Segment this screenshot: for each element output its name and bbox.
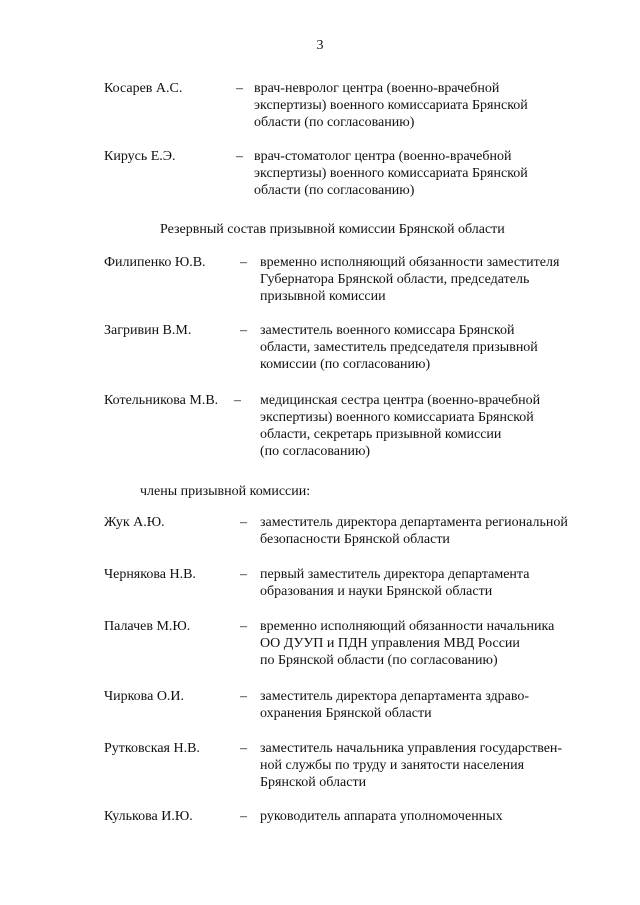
members-title: члены призывной комиссии: xyxy=(140,484,311,499)
member-role: временно исполняющий обязанности заместителя Губернатора Брянской области, председатель призывной комиссии xyxy=(260,255,560,304)
member-name: Чиркова О.И. xyxy=(104,689,185,704)
member-name: Загривин В.М. xyxy=(104,323,192,338)
member-role: заместитель директора департамента здраво- охранения Брянской области xyxy=(260,689,530,721)
member-name: Кулькова И.Ю. xyxy=(104,809,193,824)
dash: – xyxy=(240,515,247,530)
member-role: медицинская сестра центра (военно-врачебной экспертизы) военного комиссариата Брянской области, секретарь призывной комиссии (по согласованию) xyxy=(260,393,541,459)
member-role: врач-невролог центра (военно-врачебной экспертизы) военного комиссариата Брянской области (по согласованию) xyxy=(254,81,528,130)
page-number: 3 xyxy=(316,38,324,53)
dash: – xyxy=(240,567,247,582)
member-name: Палачев М.Ю. xyxy=(104,619,191,634)
dash: – xyxy=(240,689,247,704)
member-name: Филипенко Ю.В. xyxy=(104,255,206,270)
section-title: Резервный состав призывной комиссии Брянской области xyxy=(160,222,505,237)
member-role: заместитель директора департамента региональной безопасности Брянской области xyxy=(260,515,568,547)
dash: – xyxy=(240,323,247,338)
member-role: заместитель военного комиссара Брянской области, заместитель председателя призывной комиссии (по согласованию) xyxy=(260,323,538,372)
member-name: Кирусь Е.Э. xyxy=(104,149,176,164)
member-name: Косарев А.С. xyxy=(104,81,183,96)
dash: – xyxy=(240,809,247,824)
dash: – xyxy=(240,619,247,634)
member-role: первый заместитель директора департамента образования и науки Брянской области xyxy=(260,567,530,599)
member-name: Котельникова М.В. xyxy=(104,393,219,408)
member-name: Жук А.Ю. xyxy=(104,515,165,530)
member-role: врач-стоматолог центра (военно-врачебной экспертизы) военного комиссариата Брянской области (по согласованию) xyxy=(254,149,528,198)
dash: – xyxy=(240,741,247,756)
member-name: Рутковская Н.В. xyxy=(104,741,200,756)
dash: – xyxy=(236,81,243,96)
member-name: Чернякова Н.В. xyxy=(104,567,196,582)
member-role: временно исполняющий обязанности начальника ОО ДУУП и ПДН управления МВД России по Брянской области (по согласованию) xyxy=(260,619,555,668)
dash: – xyxy=(240,255,247,270)
dash: – xyxy=(236,149,243,164)
member-role: заместитель начальника управления государствен- ной службы по труду и занятости населения Брянской области xyxy=(260,741,563,790)
member-role: руководитель аппарата уполномоченных xyxy=(260,809,503,824)
dash: – xyxy=(234,393,241,408)
